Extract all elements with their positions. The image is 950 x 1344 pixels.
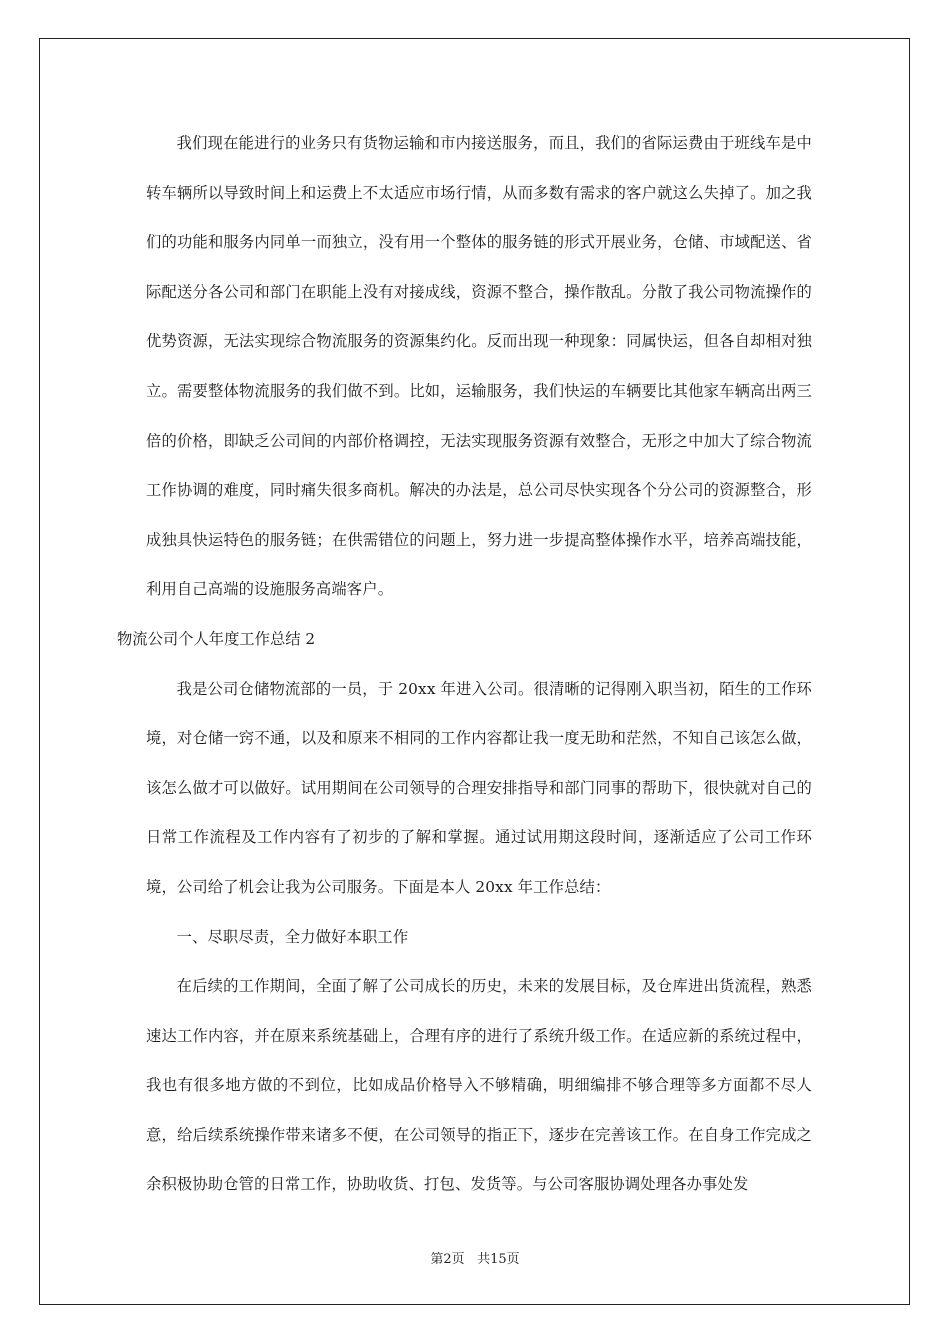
paragraph-introduction: 我是公司仓储物流部的一员，于 20xx 年进入公司。很清晰的记得刚入职当初，陌生的工作环境，对仓储一窍不通，以及和原来不相同的工作内容都让我一度无助和茫然，不知自己该怎么做，该怎么做才可以做好。试用期间在公司领导的合理安排指导和部门同事的帮助下，很快就对自己的日常工作流程及工作内容有了初步的了解和掌握。通过试用期这段时间，逐渐适应了公司工作环境，公司给了机会让我为公司服务。下面是本人 20xx 年工作总结： bbox=[146, 679, 812, 896]
subheading-duty: 一、尽职尽责，全力做好本职工作 bbox=[176, 927, 409, 946]
document-body bbox=[117, 119, 812, 1210]
section-title: 物流公司个人年度工作总结 2 bbox=[117, 629, 316, 648]
page-number: 第2页 bbox=[430, 1252, 465, 1267]
page-footer bbox=[0, 1248, 950, 1267]
paragraph-work-details: 在后续的工作期间，全面了解了公司成长的历史，未来的发展目标，及仓库进出货流程，熟悉速达工作内容，并在原来系统基础上，合理有序的进行了系统升级工作。在适应新的系统过程中，我也有很多地方做的不到位，比如成品价格导入不够精确，明细编排不够合理等多方面都不尽人意，给后续系统操作带来诸多不便，在公司领导的指正下，逐步在完善该工作。在自身工作完成之余积极协助仓管的日常工作，协助收货、打包、发货等。与公司客服协调处理各办事处发 bbox=[146, 977, 812, 1194]
paragraph-logistics-problems: 我们现在能进行的业务只有货物运输和市内接送服务，而且，我们的省际运费由于班线车是中转车辆所以导致时间上和运费上不太适应市场行情，从而多数有需求的客户就这么失掉了。加之我们的功能和服务内同单一而独立，没有用一个整体的服务链的形式开展业务，仓储、市域配送、省际配送分各公司和部门在职能上没有对接成线，资源不整合，操作散乱。分散了我公司物流操作的优势资源，无法实现综合物流服务的资源集约化。反而出现一种现象：同属快运，但各自却相对独立。需要整体物流服务的我们做不到。比如，运输服务，我们快运的车辆要比其他家车辆高出两三倍的价格，即缺乏公司间的内部价格调控，无法实现服务资源有效整合，无形之中加大了综合物流工作协调的难度，同时痛失很多商机。解决的办法是，总公司尽快实现各个分公司的资源整合，形成独具快运特色的服务链；在供需错位的问题上，努力进一步提高整体操作水平，培养高端技能，利用自己高端的设施服务高端客户。 bbox=[146, 134, 812, 599]
page-total: 共15页 bbox=[477, 1252, 520, 1267]
